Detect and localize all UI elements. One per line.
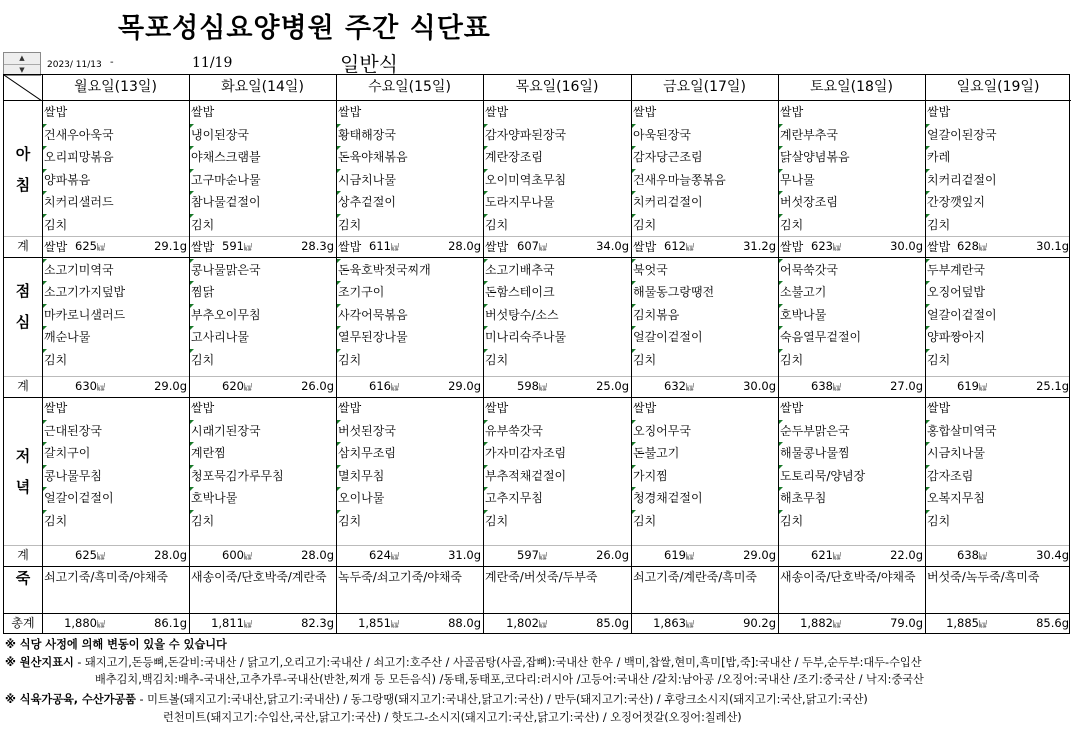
meal-cell: [42, 101, 189, 236]
menu-item: 치커리샐러드: [42, 191, 189, 214]
kcal-value: 1,880㎉: [64, 616, 105, 630]
grand-total-cell: [631, 613, 778, 635]
grand-total-cell: [336, 613, 483, 635]
grand-total-cell: [483, 613, 631, 635]
subtotal-cell: [483, 545, 631, 566]
menu-item: 콩나물맑은국: [189, 259, 336, 282]
protein-value: 31.0g: [448, 548, 481, 562]
menu-item: 쌀밥: [780, 240, 804, 254]
protein-value: 26.0g: [596, 548, 629, 562]
subtotal-label: 계: [17, 548, 29, 562]
menu-item: 버섯된장국: [336, 420, 483, 443]
menu-item: 오복지무침: [925, 487, 1071, 510]
kcal-value: 1,851㎉: [358, 616, 399, 630]
grand-total-cell: [189, 613, 336, 635]
menu-item: 김치: [778, 510, 925, 533]
menu-item: 시래기된장국: [189, 420, 336, 443]
menu-item: 고구마순나물: [189, 169, 336, 192]
menu-item: 김치: [336, 349, 483, 372]
menu-item: 쌀밥: [44, 105, 68, 119]
kcal-value: 619㎉: [664, 548, 694, 562]
change-notice: ※ 식당 사정에 의해 변동이 있을 수 있습니다: [5, 638, 227, 651]
menu-item: 숙음열무겉절이: [778, 326, 925, 349]
day-header: 월요일(13일): [42, 75, 189, 101]
protein-value: 85.6g: [1036, 616, 1069, 630]
menu-item: 냉이된장국: [189, 124, 336, 147]
porridge-cell: 쇠고기죽/흑미죽/야채죽: [44, 570, 169, 584]
meal-cell: [778, 101, 925, 236]
menu-item: 계란부추국: [778, 124, 925, 147]
menu-item: 쌀밥: [485, 105, 509, 119]
protein-value: 30.0g: [890, 239, 923, 253]
subtotal-cell: [778, 376, 925, 397]
menu-item: 쌀밥: [927, 105, 951, 119]
menu-item: 쌀밥: [191, 401, 215, 415]
menu-item: 쌀밥: [633, 105, 657, 119]
day-header: 일요일(19일): [925, 75, 1071, 101]
menu-item: 김치: [336, 510, 483, 533]
menu-item: 계란장조림: [483, 146, 631, 169]
menu-item: 부추오이무침: [189, 304, 336, 327]
menu-item: 김치: [925, 214, 1071, 237]
menu-item: 김치: [631, 349, 778, 372]
kcal-value: 1,863㎉: [653, 616, 694, 630]
menu-item: 김치: [483, 349, 631, 372]
menu-item: 고추지무침: [483, 487, 631, 510]
meal-cell: [925, 101, 1071, 236]
menu-item: 쌀밥: [44, 401, 68, 415]
meal-cell: [483, 397, 631, 545]
menu-item: 김치: [42, 510, 189, 533]
menu-item: 청포묵김가루무침: [189, 465, 336, 488]
menu-item: 야채스크램블: [189, 146, 336, 169]
subtotal-label: 계: [17, 379, 29, 393]
menu-item: 콩나물무침: [42, 465, 189, 488]
menu-item: 쌀밥: [780, 105, 804, 119]
menu-item: 김치: [925, 349, 1071, 372]
corner-cell: [4, 75, 42, 101]
menu-item: 호박나물: [778, 304, 925, 327]
menu-item: 참나물겉절이: [189, 191, 336, 214]
menu-item: 쌀밥: [338, 240, 362, 254]
menu-item: 계란찜: [189, 442, 336, 465]
origin-line-1: ※ 원산지표시 - 돼지고기,돈등뼈,돈갈비:국내산 / 닭고기,오리고기:국내산 / 쇠고기:호주산 / 사골곰탕(사골,잡뼈):국내산 한우 / 백미,찹쌀,현미,흑미[밥,죽]:국내산 / 두부,순두부:대두-수입산: [5, 656, 922, 669]
meal-cell: [925, 236, 1071, 376]
protein-value: 90.2g: [743, 616, 776, 630]
porridge-cell: 쇠고기죽/계란죽/흑미죽: [633, 570, 758, 584]
spin-down-icon[interactable]: ▼: [4, 64, 40, 75]
meal-label: 점 심: [15, 282, 31, 331]
meal-label: 아 침: [15, 144, 31, 194]
menu-item: 쌀밥: [191, 105, 215, 119]
meal-cell: [631, 397, 778, 545]
menu-item: 쌀밥: [44, 240, 68, 254]
menu-item: 시금치나물: [925, 442, 1071, 465]
meal-cell: [189, 101, 336, 236]
day-header: 토요일(18일): [778, 75, 925, 101]
grand-total-cell: [925, 613, 1071, 635]
grand-total-cell: [778, 613, 925, 635]
menu-item: 근대된장국: [42, 420, 189, 443]
subtotal-cell: [925, 376, 1071, 397]
menu-item: 김치볶음: [631, 304, 778, 327]
menu-item: 감자조림: [925, 465, 1071, 488]
menu-item: 해물콩나물찜: [778, 442, 925, 465]
menu-item: 상추겉절이: [336, 191, 483, 214]
subtotal-cell: [631, 376, 778, 397]
protein-value: 29.0g: [154, 379, 187, 393]
protein-value: 26.0g: [301, 379, 334, 393]
menu-item: 건새우아욱국: [42, 124, 189, 147]
meal-cell: [778, 236, 925, 376]
kcal-value: 597㎉: [517, 548, 547, 562]
meal-cell: [189, 236, 336, 376]
menu-item: 간장깻잎지: [925, 191, 1071, 214]
subtotal-cell: [42, 376, 189, 397]
kcal-value: 616㎉: [369, 379, 399, 393]
kcal-value: 625㎉: [75, 548, 105, 562]
protein-value: 25.0g: [596, 379, 629, 393]
menu-item: 양파짱아지: [925, 326, 1071, 349]
menu-item: 감자당근조림: [631, 146, 778, 169]
protein-value: 29.0g: [743, 548, 776, 562]
grand-total-label: 총계: [11, 616, 35, 630]
menu-item: 김치: [778, 214, 925, 237]
protein-value: 25.1g: [1036, 379, 1069, 393]
week-spinner[interactable]: [3, 52, 41, 76]
menu-item: 김치: [483, 214, 631, 237]
porridge-cell: 새송이죽/단호박죽/야채죽: [780, 570, 916, 584]
protein-value: 30.4g: [1036, 548, 1069, 562]
menu-item: 갈치구이: [42, 442, 189, 465]
menu-item: 청경채겉절이: [631, 487, 778, 510]
meal-cell: [778, 397, 925, 545]
meal-cell: [631, 101, 778, 236]
menu-item: 가지찜: [631, 465, 778, 488]
kcal-value: 630㎉: [75, 379, 105, 393]
kcal-value: 611㎉: [369, 239, 399, 253]
menu-item: 김치: [189, 510, 336, 533]
menu-type: 일반식: [340, 52, 398, 76]
kcal-value: 632㎉: [664, 379, 694, 393]
menu-item: 쌀밥: [633, 240, 657, 254]
porridge-cell: 버섯죽/녹두죽/흑미죽: [927, 570, 1040, 584]
protein-value: 79.0g: [890, 616, 923, 630]
menu-item: 오이나물: [336, 487, 483, 510]
menu-item: 소고기가지덮밥: [42, 281, 189, 304]
kcal-value: 1,811㎉: [211, 616, 252, 630]
subtotal-cell: [336, 545, 483, 566]
menu-item: 열무된장나물: [336, 326, 483, 349]
menu-item: 양파볶음: [42, 169, 189, 192]
kcal-value: 1,802㎉: [506, 616, 547, 630]
date-from: 2023/ 11/13: [47, 60, 102, 70]
menu-item: 얼갈이된장국: [925, 124, 1071, 147]
subtotal-cell: [925, 545, 1071, 566]
menu-item: 치커리겉절이: [925, 169, 1071, 192]
protein-value: 86.1g: [154, 616, 187, 630]
meal-cell: [336, 397, 483, 545]
processed-line-1: ※ 식육가공육, 수산가공품 - 미트볼(돼지고기:국내산,닭고기:국내산) / 동그랑땡(돼지고기:국내산,닭고기:국산) / 만두(돼지고기:국산) / 후랑크소시지(돼지고기:국산,닭고기:국산): [5, 693, 868, 706]
menu-item: 쌀밥: [338, 105, 362, 119]
menu-item: 치커리겉절이: [631, 191, 778, 214]
menu-item: 소고기배추국: [483, 259, 631, 282]
subtotal-cell: [336, 376, 483, 397]
porridge-cell: 계란죽/버섯죽/두부죽: [485, 570, 598, 584]
menu-item: 쌀밥: [338, 401, 362, 415]
subtotal-cell: [42, 545, 189, 566]
menu-item: 얼갈이겉절이: [42, 487, 189, 510]
menu-item: 돈불고기: [631, 442, 778, 465]
menu-item: 찜닭: [189, 281, 336, 304]
menu-item: 김치: [778, 349, 925, 372]
protein-value: 29.0g: [448, 379, 481, 393]
kcal-value: 625㎉: [75, 239, 105, 253]
menu-table: [3, 74, 1070, 634]
protein-value: 82.3g: [301, 616, 334, 630]
day-header: 수요일(15일): [336, 75, 483, 101]
menu-item: 건새우마늘쫑볶음: [631, 169, 778, 192]
protein-value: 28.0g: [301, 548, 334, 562]
meal-cell: [42, 236, 189, 376]
protein-value: 28.3g: [301, 239, 334, 253]
protein-value: 30.1g: [1036, 239, 1069, 253]
protein-value: 28.0g: [448, 239, 481, 253]
kcal-value: 619㎉: [957, 379, 987, 393]
menu-item: 고사리나물: [189, 326, 336, 349]
menu-item: 시금치나물: [336, 169, 483, 192]
menu-item: 김치: [925, 510, 1071, 533]
menu-item: 어묵쑥갓국: [778, 259, 925, 282]
menu-item: 김치: [42, 214, 189, 237]
protein-value: 27.0g: [890, 379, 923, 393]
protein-value: 85.0g: [596, 616, 629, 630]
menu-item: 쌀밥: [633, 401, 657, 415]
porridge-cell: 녹두죽/쇠고기죽/야채죽: [338, 570, 463, 584]
day-header: 화요일(14일): [189, 75, 336, 101]
menu-item: 삼치무조림: [336, 442, 483, 465]
menu-item: 황태해장국: [336, 124, 483, 147]
meal-cell: [483, 236, 631, 376]
menu-item: 오이미역초무침: [483, 169, 631, 192]
meal-cell: [42, 397, 189, 545]
protein-value: 88.0g: [448, 616, 481, 630]
origin-line-2: 배추김치,백김치:배추-국내산,고추가루-국내산(반찬,찌개 등 모든음식) /동태,동태포,코다리:러시아 /고등어:국내산 /갈치:남아공 /오징어:국내산 /조기:중국산 / 낙지:중국산: [95, 673, 924, 686]
menu-item: 도라지무나물: [483, 191, 631, 214]
menu-item: 김치: [42, 349, 189, 372]
day-header: 목요일(16일): [483, 75, 631, 101]
menu-item: 쌀밥: [927, 401, 951, 415]
kcal-value: 620㎉: [222, 379, 252, 393]
menu-item: 닭살양념볶음: [778, 146, 925, 169]
meal-cell: [631, 236, 778, 376]
subtotal-label: 계: [17, 239, 29, 253]
protein-value: 34.0g: [596, 239, 629, 253]
subtotal-cell: [631, 545, 778, 566]
meal-cell: [925, 397, 1071, 545]
menu-item: 마카로니샐러드: [42, 304, 189, 327]
menu-item: 해물동그랑땡전: [631, 281, 778, 304]
menu-item: 얼갈이겉절이: [631, 326, 778, 349]
menu-item: 무나물: [778, 169, 925, 192]
menu-item: 소고기미역국: [42, 259, 189, 282]
menu-item: 돈육야채볶음: [336, 146, 483, 169]
menu-item: 오징어덮밥: [925, 281, 1071, 304]
menu-item: 순두부맑은국: [778, 420, 925, 443]
protein-value: 30.0g: [743, 379, 776, 393]
day-header: 금요일(17일): [631, 75, 778, 101]
menu-item: 소불고기: [778, 281, 925, 304]
menu-item: 미나리숙주나물: [483, 326, 631, 349]
kcal-value: 638㎉: [811, 379, 841, 393]
menu-item: 호박나물: [189, 487, 336, 510]
kcal-value: 623㎉: [811, 239, 841, 253]
menu-item: 쌀밥: [485, 401, 509, 415]
page-title: 목포성심요양병원 주간 식단표: [118, 13, 491, 44]
menu-item: 사각어묵볶음: [336, 304, 483, 327]
meal-label: 저 녁: [15, 447, 31, 496]
protein-value: 29.1g: [154, 239, 187, 253]
protein-value: 28.0g: [154, 548, 187, 562]
menu-item: 돈함스테이크: [483, 281, 631, 304]
kcal-value: 621㎉: [811, 548, 841, 562]
meal-cell: [336, 101, 483, 236]
menu-item: 아욱된장국: [631, 124, 778, 147]
kcal-value: 1,885㎉: [946, 616, 987, 630]
menu-item: 김치: [631, 510, 778, 533]
protein-value: 31.2g: [743, 239, 776, 253]
subtotal-cell: [778, 545, 925, 566]
menu-item: 김치: [631, 214, 778, 237]
meal-cell: [336, 236, 483, 376]
meal-cell: [189, 397, 336, 545]
menu-item: 김치: [189, 349, 336, 372]
kcal-value: 628㎉: [957, 239, 987, 253]
date-separator: -: [110, 57, 114, 68]
menu-item: 두부계란국: [925, 259, 1071, 282]
spin-up-icon[interactable]: ▲: [19, 54, 25, 62]
menu-item: 카레: [925, 146, 1071, 169]
kcal-value: 607㎉: [517, 239, 547, 253]
menu-item: 북엇국: [631, 259, 778, 282]
menu-item: 쌀밥: [191, 240, 215, 254]
date-to: 11/19: [192, 55, 233, 71]
menu-item: 버섯장조림: [778, 191, 925, 214]
menu-item: 유부쑥갓국: [483, 420, 631, 443]
menu-item: 돈육호박젓국찌개: [336, 259, 483, 282]
menu-item: 도토리묵/양념장: [778, 465, 925, 488]
kcal-value: 638㎉: [957, 548, 987, 562]
menu-item: 김치: [189, 214, 336, 237]
processed-line-2: 런천미트(돼지고기:수입산,국산,닭고기:국산) / 핫도그-소시지(돼지고기:국산,닭고기:국산) / 오징어젓갈(오징어:칠레산): [163, 711, 742, 724]
menu-item: 쌀밥: [485, 240, 509, 254]
menu-item: 가자미감자조림: [483, 442, 631, 465]
subtotal-cell: [483, 376, 631, 397]
menu-item: 감자양파된장국: [483, 124, 631, 147]
menu-item: 김치: [336, 214, 483, 237]
kcal-value: 598㎉: [517, 379, 547, 393]
menu-item: 홍합살미역국: [925, 420, 1071, 443]
menu-item: 해초무침: [778, 487, 925, 510]
kcal-value: 1,882㎉: [800, 616, 841, 630]
porridge-cell: 새송이죽/단호박죽/계란죽: [191, 570, 327, 584]
menu-item: 부추적채겉절이: [483, 465, 631, 488]
protein-value: 22.0g: [890, 548, 923, 562]
subtotal-cell: [189, 376, 336, 397]
menu-item: 조기구이: [336, 281, 483, 304]
menu-item: 오리피망볶음: [42, 146, 189, 169]
menu-item: 오징어무국: [631, 420, 778, 443]
menu-item: 깨순나물: [42, 326, 189, 349]
menu-item: 김치: [483, 510, 631, 533]
menu-item: 쌀밥: [780, 401, 804, 415]
menu-item: 버섯탕수/소스: [483, 304, 631, 327]
grand-total-cell: [42, 613, 189, 635]
porridge-label: 죽: [15, 568, 31, 587]
menu-item: 얼갈이겉절이: [925, 304, 1071, 327]
menu-item: 멸치무침: [336, 465, 483, 488]
meal-cell: [483, 101, 631, 236]
kcal-value: 612㎉: [664, 239, 694, 253]
kcal-value: 591㎉: [222, 239, 252, 253]
kcal-value: 600㎉: [222, 548, 252, 562]
menu-item: 쌀밥: [927, 240, 951, 254]
subtotal-cell: [189, 545, 336, 566]
kcal-value: 624㎉: [369, 548, 399, 562]
